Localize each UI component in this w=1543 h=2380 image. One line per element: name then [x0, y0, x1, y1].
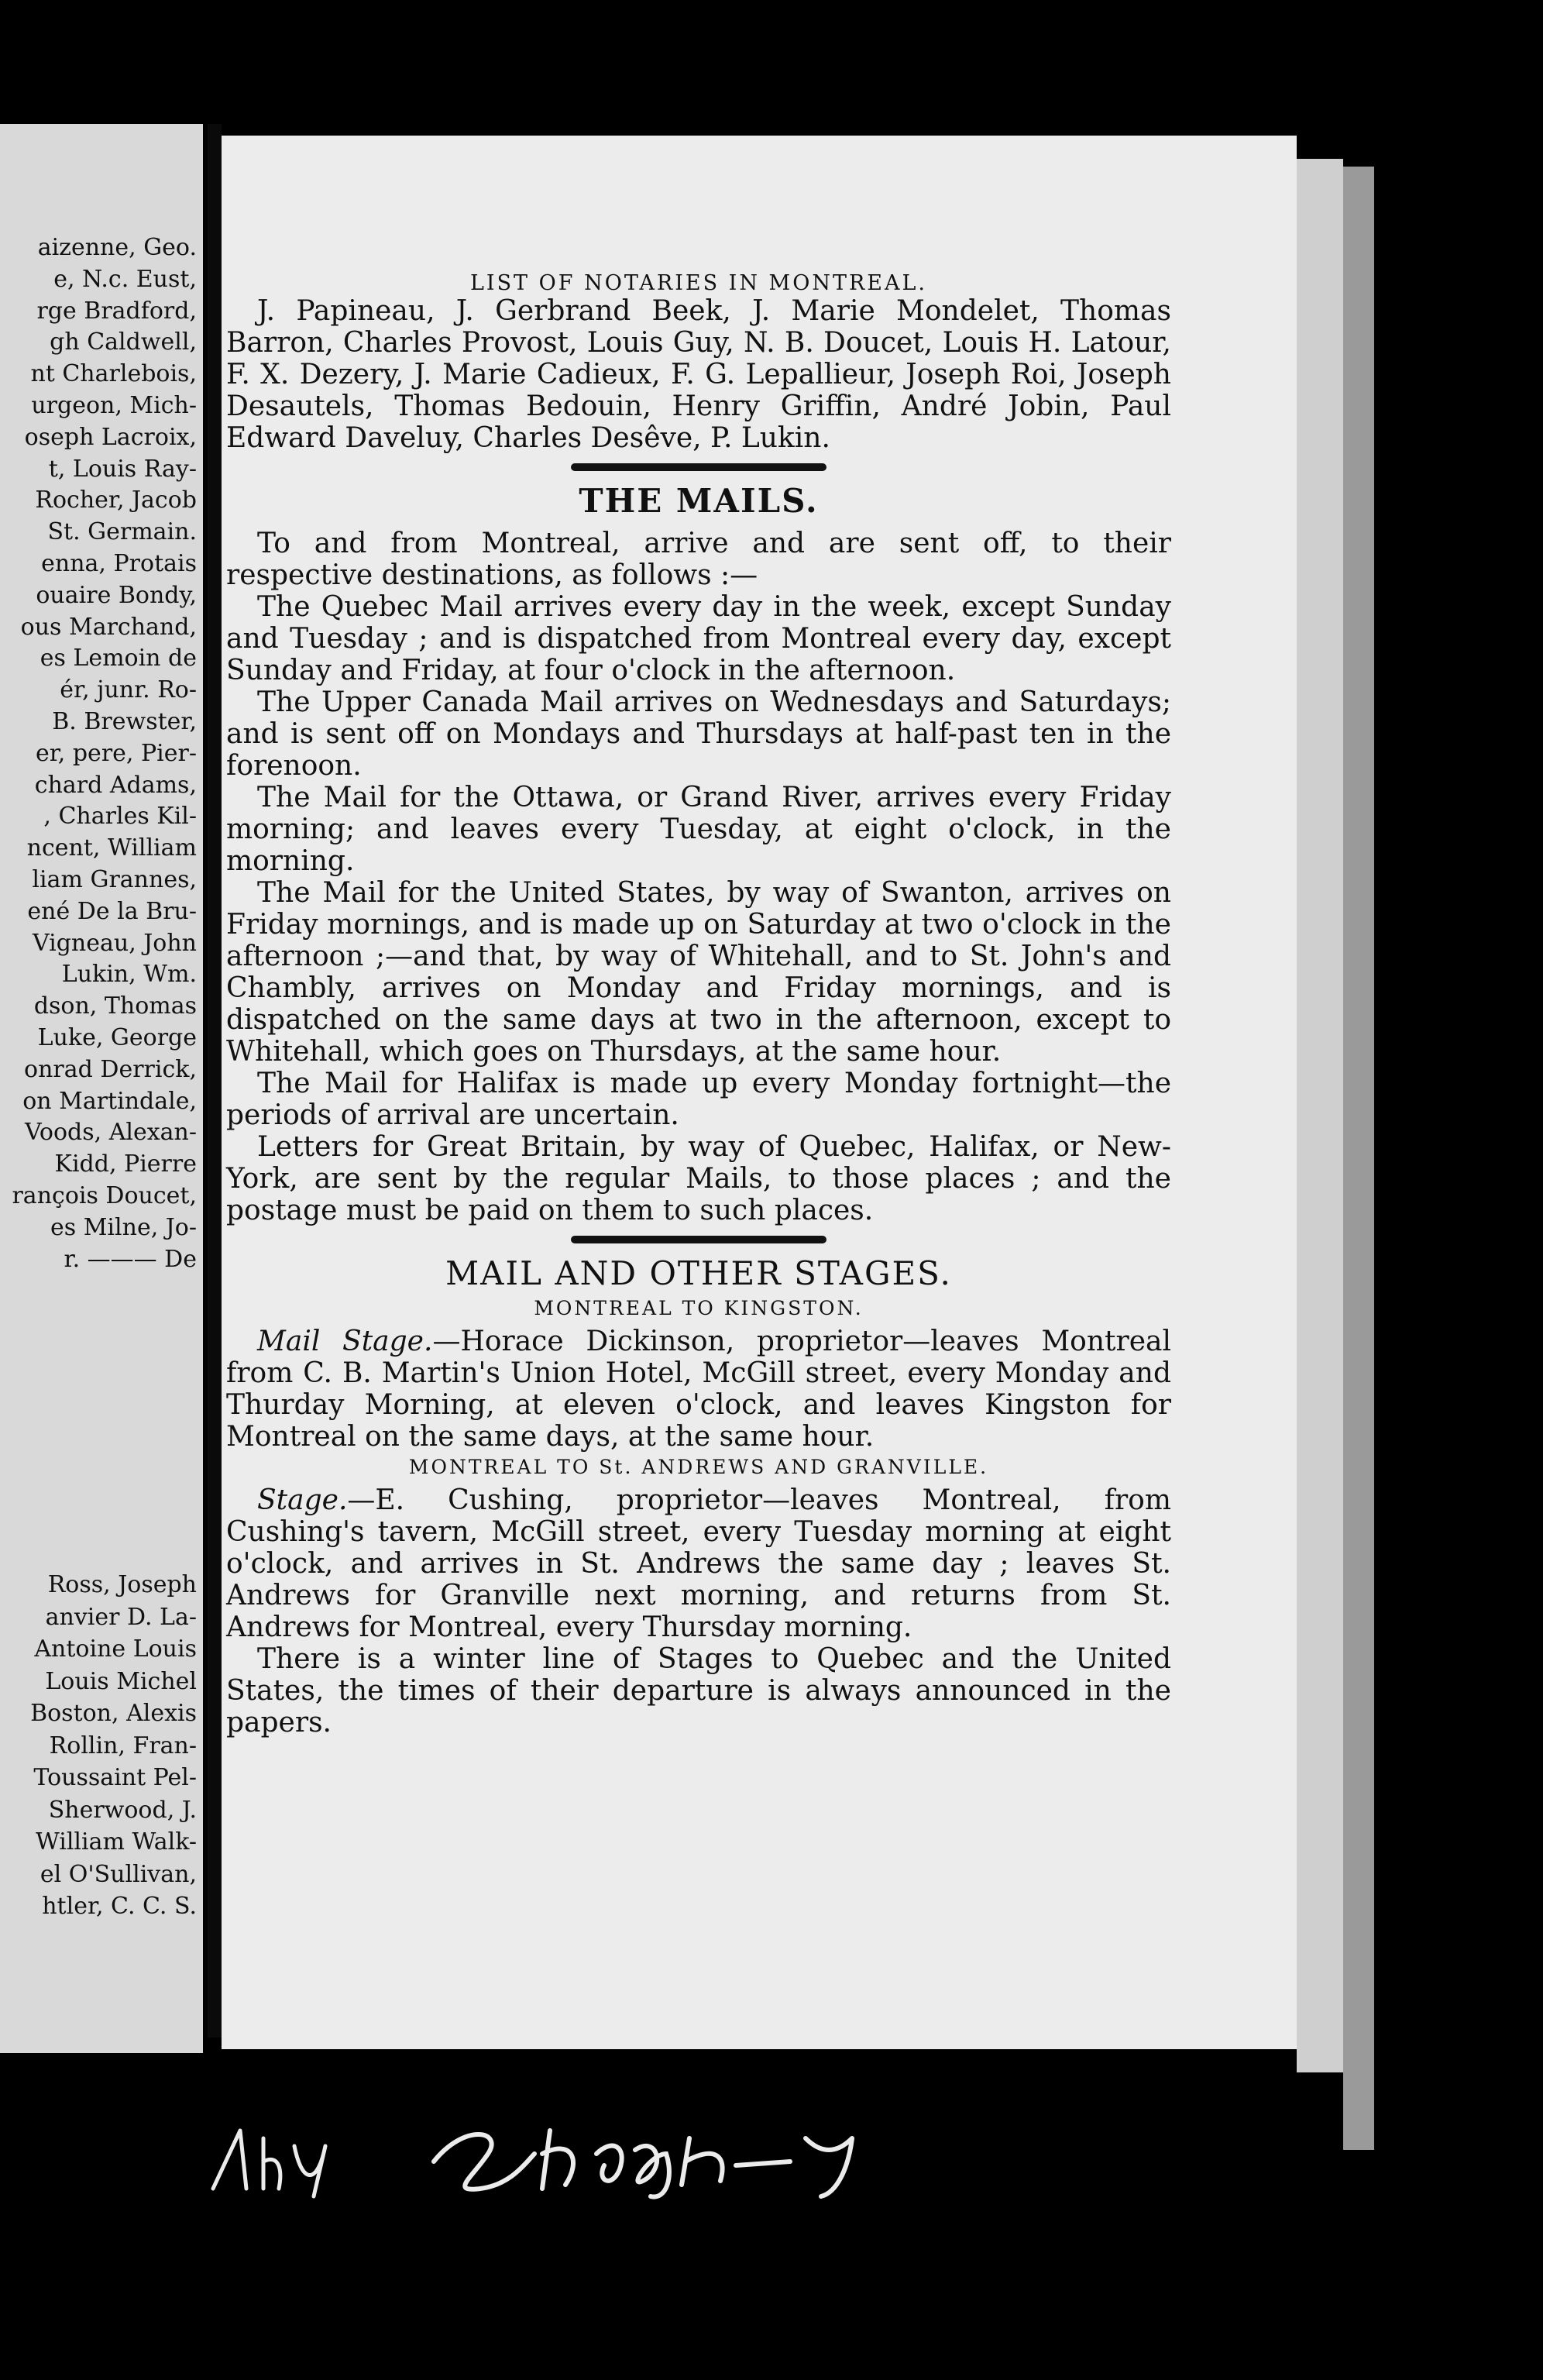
notaries-heading: LIST OF NOTARIES IN MONTREAL. [469, 271, 928, 295]
left-page-fragment [0, 124, 203, 2053]
route-heading-kingston: MONTREAL TO KINGSTON. [534, 1297, 864, 1319]
st-andrews-stage-text: —E. Cushing, proprietor—leaves Montreal, from Cushing's tavern, McGill street, every Tuesday morning at eight o'clock, and arrives in St. Andrews the same day ; leaves St. Andrews for Granville next morning, and returns from St. Andrews for Montreal, every Thursday morning. [226, 1484, 1171, 1643]
left-column-line: William Walk- [35, 1828, 197, 1856]
left-column-line: ous Marchand, [20, 613, 197, 641]
page-edge [1297, 159, 1343, 2072]
left-column-line: el O'Sullivan, [40, 1860, 197, 1888]
mails-paragraph: Letters for Great Britain, by way of Quebec, Halifax, or New-York, are sent by the regular Mails, to those places ; and the postage must be paid on them to such places. [226, 1131, 1171, 1226]
left-column-line: nt Charlebois, [30, 360, 197, 388]
left-column-line: ncent, William [26, 834, 197, 862]
left-column-line: onrad Derrick, [24, 1055, 197, 1083]
mails-paragraph: The Quebec Mail arrives every day in the week, except Sunday and Tuesday ; and is dispatched from Montreal every day, except Sunday and Friday, at four o'clock in the afternoon. [226, 591, 1171, 686]
left-column-line: on Martindale, [22, 1087, 197, 1115]
handwritten-mark-left [209, 2115, 349, 2200]
left-column-line: Luke, George [37, 1023, 197, 1051]
left-column-line: Louis Michel [45, 1667, 197, 1695]
left-column-line: Voods, Alexan- [25, 1119, 197, 1147]
divider [571, 463, 826, 471]
left-column-line: Ross, Joseph [47, 1571, 197, 1598]
page-content [226, 271, 1171, 1739]
left-column-line: Kidd, Pierre [54, 1150, 197, 1178]
page-edge-shadow [1343, 167, 1374, 2150]
left-column-line: er, pere, Pier- [35, 739, 197, 767]
stage-lead: Stage. [257, 1484, 348, 1516]
left-column-line: e, N.c. Eust, [53, 265, 197, 293]
left-column-top [0, 232, 197, 1275]
left-column-line: Sherwood, J. [48, 1796, 197, 1824]
kingston-stage-paragraph [226, 1326, 1171, 1453]
route-heading-st-andrews: MONTREAL TO St. ANDREWS AND GRANVILLE. [408, 1456, 989, 1478]
left-column-line: r. ——— De [64, 1245, 197, 1273]
left-column-line: Toussaint Pel- [33, 1764, 197, 1791]
mails-paragraph: The Mail for the United States, by way of Swanton, arrives on Friday mornings, and is made up on Saturday at two o'clock in the afternoon ;—and that, by way of Whitehall, and to St. John's and Chambly, arrives on Monday and Friday mornings, and is dispatched on the same days at two in the afternoon, except to Whitehall, which goes on Thursdays, at the same hour. [226, 877, 1171, 1068]
left-column-line: urgeon, Mich- [31, 391, 197, 419]
left-column-line: aizenne, Geo. [37, 234, 197, 261]
mails-paragraph: To and from Montreal, arrive and are sent off, to their respective destinations, as follows :— [226, 528, 1171, 591]
left-column-line: enna, Protais [41, 549, 197, 577]
left-column-line: ouaire Bondy, [36, 581, 197, 609]
divider [571, 1236, 826, 1243]
mails-paragraph: The Mail for Halifax is made up every Monday fortnight—the periods of arrival are uncertain. [226, 1068, 1171, 1131]
mail-stage-lead: Mail Stage. [257, 1326, 433, 1357]
left-column-line: liam Grannes, [32, 865, 197, 893]
left-column-line: oseph Lacroix, [24, 423, 197, 451]
left-column-line: Vigneau, John [32, 929, 197, 957]
left-column-line: gh Caldwell, [50, 328, 197, 356]
left-column-line: , Charles Kil- [43, 803, 197, 831]
mails-heading: THE MAILS. [579, 482, 819, 520]
left-column-line: St. Germain. [47, 518, 197, 546]
left-column-line: Antoine Louis [34, 1635, 197, 1663]
left-column-line: B. Brewster, [52, 707, 197, 735]
left-column-line: t, Louis Ray- [48, 455, 197, 483]
left-column-line: Lukin, Wm. [61, 961, 197, 989]
left-column-line: anvier D. La- [45, 1603, 197, 1631]
left-column-line: es Milne, Jo- [50, 1213, 197, 1241]
left-column-line: ené De la Bru- [27, 897, 197, 925]
left-column-line: Boston, Alexis [30, 1700, 197, 1727]
winter-stages-paragraph: There is a winter line of Stages to Quebec and the United States, the times of their departure is always announced in the papers. [226, 1643, 1171, 1739]
st-andrews-stage-paragraph [226, 1484, 1171, 1643]
left-column-line: rge Bradford, [36, 297, 197, 325]
column-rule [208, 124, 222, 2038]
left-column-line: htler, C. C. S. [42, 1893, 197, 1920]
left-column-line: es Lemoin de [40, 645, 197, 672]
mails-paragraph: The Upper Canada Mail arrives on Wednesdays and Saturdays; and is sent off on Mondays and Thursdays at half-past ten in the forenoon. [226, 686, 1171, 782]
mails-paragraph: The Mail for the Ottawa, or Grand River, arrives every Friday morning; and leaves every Tuesday, at eight o'clock, in the morning. [226, 782, 1171, 877]
left-column-line: Rollin, Fran- [49, 1732, 197, 1759]
left-column-line: dson, Thomas [33, 992, 197, 1020]
stages-heading: MAIL AND OTHER STAGES. [445, 1254, 952, 1292]
left-column-line: chard Adams, [34, 771, 197, 799]
notaries-list: J. Papineau, J. Gerbrand Beek, J. Marie Mondelet, Thomas Barron, Charles Provost, Louis Guy, N. B. Doucet, Louis H. Latour, F. X. Dezery, J. Marie Cadieux, F. G. Lepallieur, Joseph Roi, Joseph Desautels, Thomas Bedouin, Henry Griffin, André Jobin, Paul Edward Daveluy, Charles Desêve, P. Lukin. [226, 295, 1171, 454]
left-column-line: rançois Doucet, [12, 1181, 197, 1209]
left-column-bottom [0, 1569, 197, 1923]
kingston-stage-text: —Horace Dickinson, proprietor—leaves Montreal from C. B. Martin's Union Hotel, McGill street, every Monday and Thurday Morning, at eleven o'clock, and leaves Kingston for Montreal on the same days, at the same hour. [226, 1326, 1171, 1453]
left-column-line: ér, junr. Ro- [60, 676, 197, 704]
handwritten-signature [418, 2107, 1007, 2200]
left-column-line: Rocher, Jacob [35, 487, 197, 514]
